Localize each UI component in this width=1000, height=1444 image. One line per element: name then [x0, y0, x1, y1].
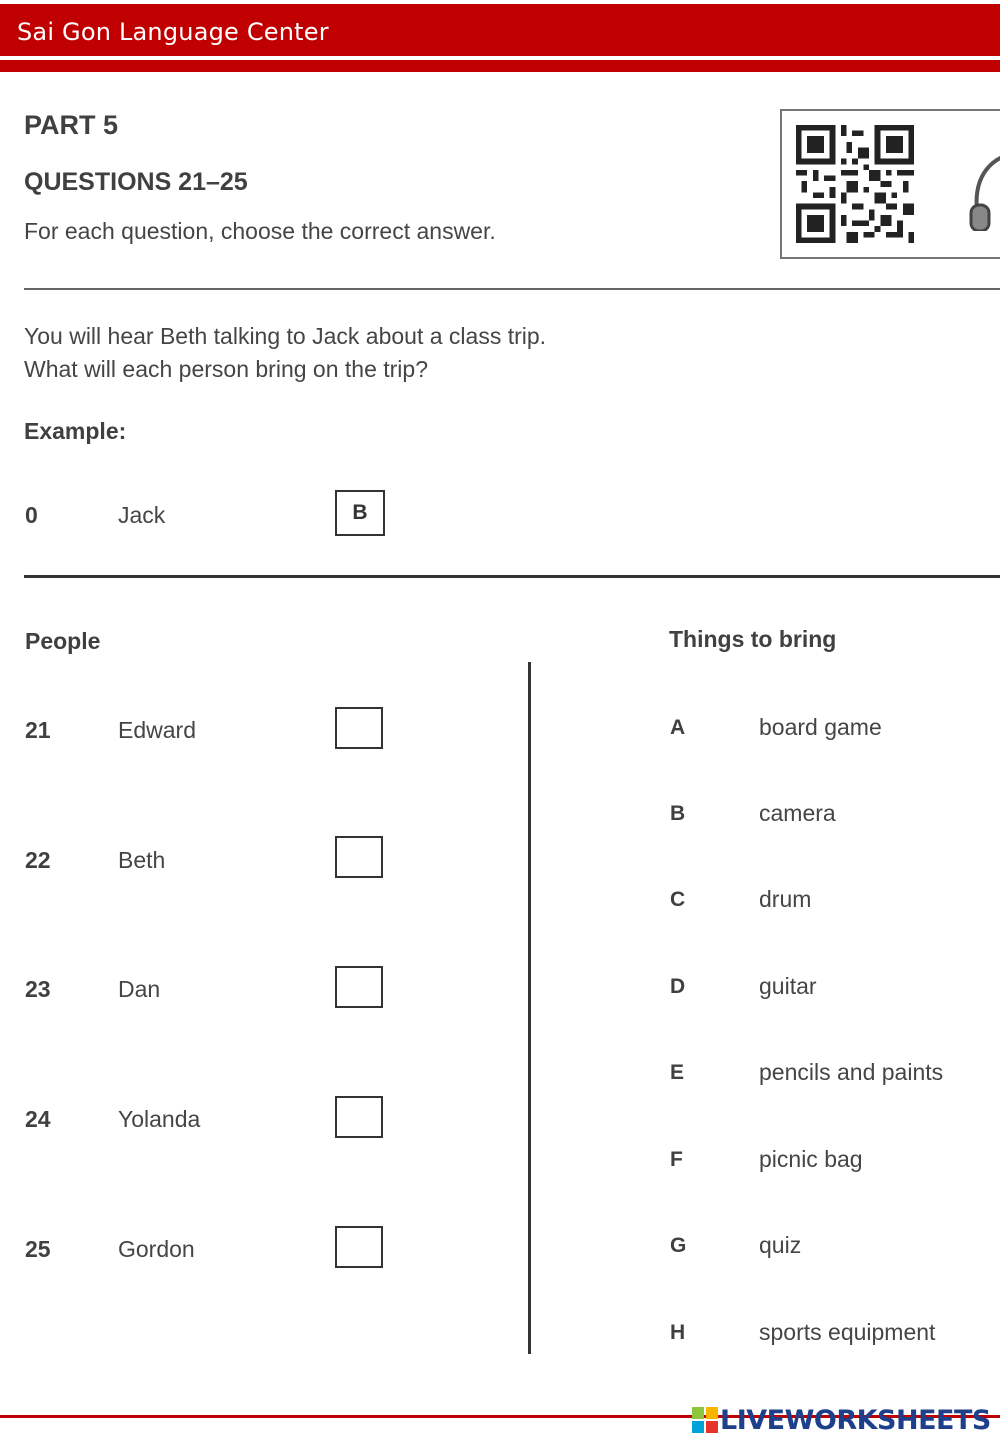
answer-box-25[interactable] — [335, 1226, 383, 1268]
column-divider — [528, 662, 531, 1354]
header-bar — [0, 4, 1000, 56]
intro-line-2: What will each person bring on the trip? — [24, 356, 428, 382]
question-number: 24 — [25, 1106, 51, 1132]
person-name: Edward — [118, 717, 196, 743]
person-name: Yolanda — [118, 1106, 201, 1132]
person-name: Beth — [118, 847, 166, 873]
question-number: 21 — [25, 717, 51, 743]
liveworksheets-logo — [692, 1404, 991, 1436]
example-name: Jack — [118, 502, 166, 528]
qr-code-icon — [796, 125, 914, 243]
person-name: Gordon — [118, 1236, 195, 1262]
divider-middle — [24, 575, 1000, 578]
headphones-icon — [967, 141, 1000, 231]
answer-box-24[interactable] — [335, 1096, 383, 1138]
option-text: camera — [759, 800, 836, 826]
header-stripe — [0, 60, 1000, 72]
things-heading: Things to bring — [669, 626, 837, 652]
example-answer-box: B — [335, 490, 385, 536]
option-text: quiz — [759, 1232, 802, 1258]
questions-title: QUESTIONS 21–25 — [24, 168, 248, 196]
example-label: Example: — [24, 418, 127, 444]
option-text: board game — [759, 714, 882, 740]
answer-box-23[interactable] — [335, 966, 383, 1008]
option-letter: G — [670, 1234, 687, 1257]
option-letter: B — [670, 802, 686, 825]
question-number: 25 — [25, 1236, 51, 1262]
option-text: pencils and paints — [759, 1059, 944, 1085]
example-number: 0 — [25, 502, 38, 528]
question-number: 22 — [25, 847, 51, 873]
answer-box-22[interactable] — [335, 836, 383, 878]
option-letter: H — [670, 1321, 686, 1344]
option-text: drum — [759, 886, 812, 912]
option-letter: E — [670, 1061, 685, 1084]
instruction-text: For each question, choose the correct answer. — [24, 218, 496, 244]
option-text: guitar — [759, 973, 817, 999]
option-letter: C — [670, 888, 686, 911]
option-text: sports equipment — [759, 1319, 936, 1345]
qr-audio-box — [780, 109, 1000, 259]
person-name: Dan — [118, 976, 161, 1002]
option-letter: F — [670, 1148, 683, 1171]
answer-box-21[interactable] — [335, 707, 383, 749]
people-heading: People — [25, 628, 101, 654]
liveworksheets-text: LIVEWORKSHEETS — [720, 1404, 991, 1436]
part-title: PART 5 — [24, 110, 119, 140]
liveworksheets-logo-icon — [692, 1407, 718, 1433]
option-letter: D — [670, 975, 686, 998]
option-letter: A — [670, 716, 686, 739]
question-number: 23 — [25, 976, 51, 1002]
intro-line-1: You will hear Beth talking to Jack about a class trip. — [24, 323, 547, 349]
divider-top — [24, 288, 1000, 290]
header-title: Sai Gon Language Center — [17, 18, 329, 46]
option-text: picnic bag — [759, 1146, 863, 1172]
